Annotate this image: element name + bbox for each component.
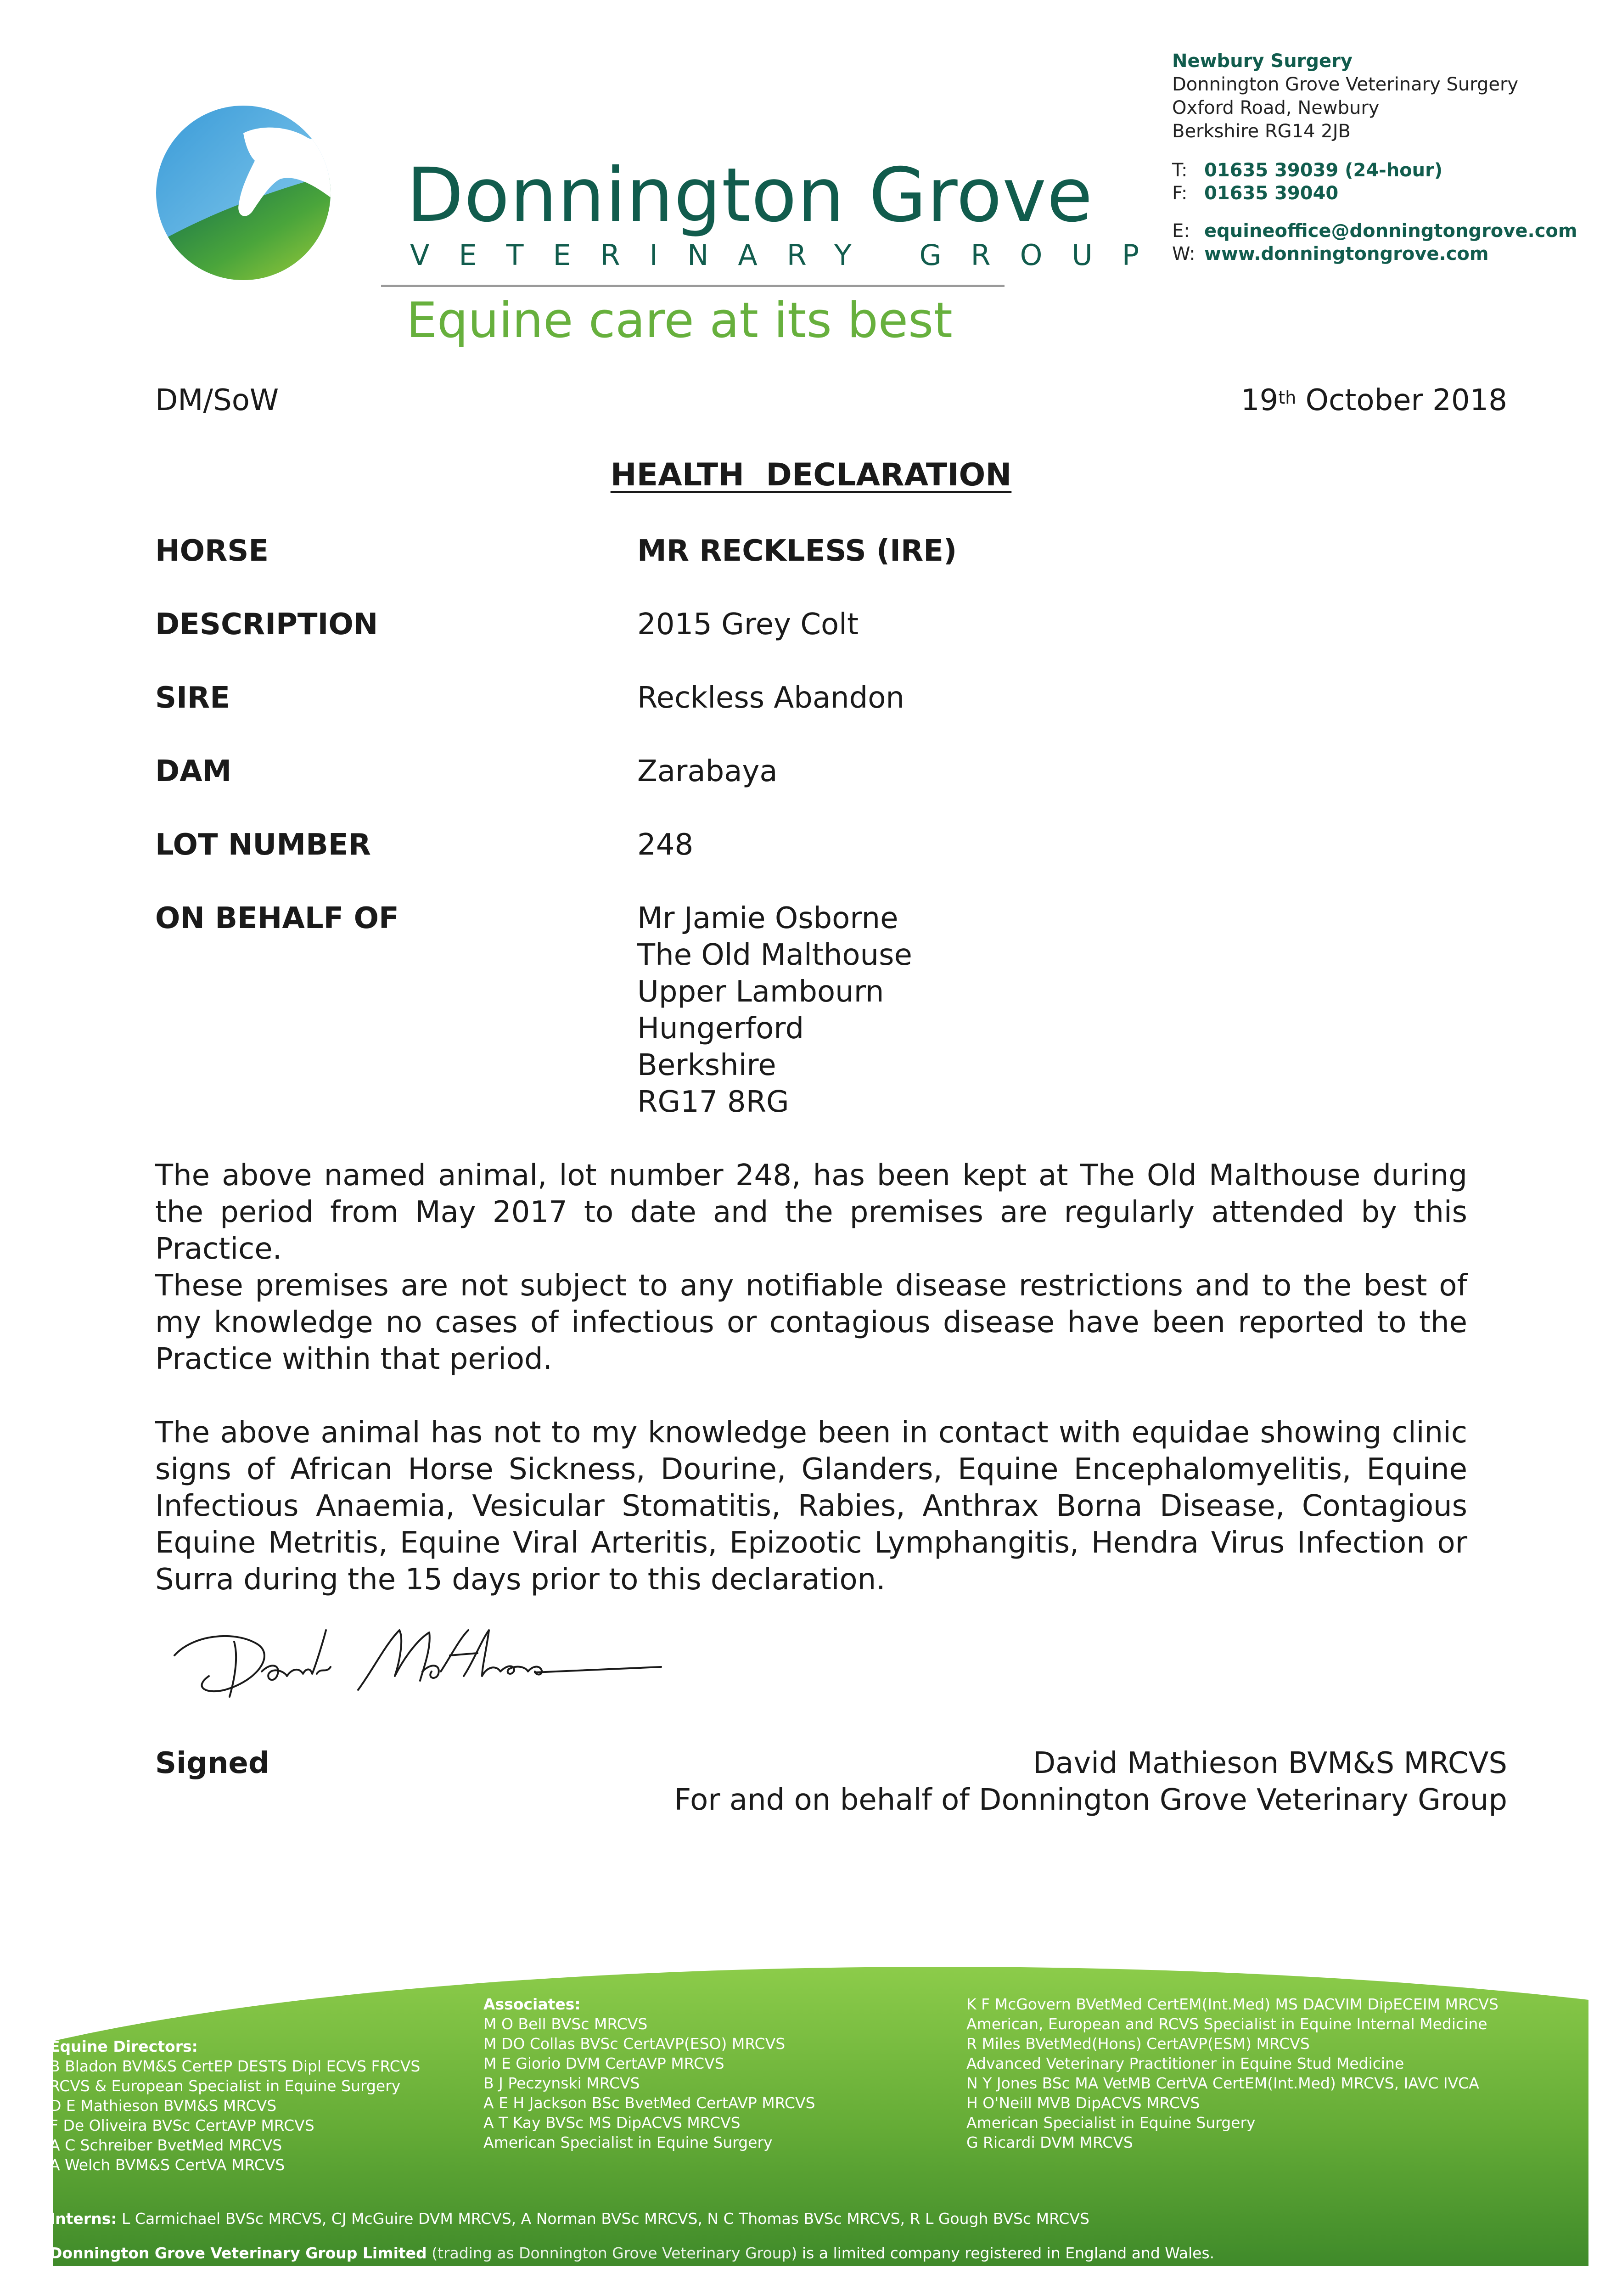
paragraph-contact: The above animal has not to my knowledge been in contact with equidae showing clinic signs of African Horse Sickness, Dourine, Glanders, Equine Encephalomyelitis, Equine Infectious Anaemia, Vesicular Stomatitis, Rabies, Anthrax Borna Disease, Contagious Equine Metritis, Equine Viral Arteritis, Epizootic Lymphangitis, Hendra Virus Infection or Surra during the 15 days prior to this declaration. [155,1416,1467,1597]
telephone-number: 01635 39039 (24-hour) [1204,160,1443,181]
description-value: 2015 Grey Colt [637,608,859,642]
signer-name: David Mathieson BVM&S MRCVS [1033,1746,1507,1780]
fax-number: 01635 39040 [1204,183,1339,204]
specialist-entry: American Specialist in Equine Surgery [966,2114,1256,2132]
document-title-text: HEALTH DECLARATION [610,457,1012,493]
web-contacts [1172,219,1577,265]
director-entry: A Welch BVM&S CertVA MRCVS [50,2156,285,2174]
brand-tagline: Equine care at its best [406,292,953,349]
date-month-year: October 2018 [1296,383,1507,417]
associate-entry: M O Bell BVSc MRCVS [483,2015,648,2033]
brand-subtitle: VETERINARY GROUP [410,238,1169,272]
surgery-address [1172,50,1518,143]
director-entry: A C Schreiber BvetMed MRCVS [50,2136,282,2154]
specialist-entry: Advanced Veterinary Practitioner in Equine Stud Medicine [966,2054,1404,2072]
specialist-entry: H O'Neill MVB DipACVS MRCVS [966,2094,1200,2112]
specialist-entry: American, European and RCVS Specialist in Equine Internal Medicine [966,2015,1487,2033]
signer-organisation: For and on behalf of Donnington Grove Veterinary Group [674,1783,1507,1817]
email-key: E: [1172,220,1190,242]
company-trading: (trading as Donnington Grove Veterinary Group) [427,2244,797,2262]
owner-address-line: Berkshire [637,1048,776,1082]
footer-green-banner [0,1949,1622,2296]
owner-address-line: Upper Lambourn [637,975,884,1009]
signer-block [674,1745,1507,1818]
sire-label: SIRE [155,681,230,715]
letter-reference: DM/SoW [155,383,279,417]
on-behalf-of-address [637,900,912,1120]
directors-heading: Equine Directors: [50,2037,198,2055]
owner-name: Mr Jamie Osborne [637,901,898,935]
paragraph-restrictions: These premises are not subject to any notifiable disease restrictions and to the best of my knowledge no cases of infectious or contagious disease have been reported to the Practice within that period. [155,1269,1467,1376]
owner-postcode: RG17 8RG [637,1085,789,1119]
associates-heading: Associates: [483,1995,581,2013]
associate-entry: M DO Collas BVSc CertAVP(ESO) MRCVS [483,2035,786,2053]
website-line [1172,242,1577,265]
email-line [1172,219,1577,242]
director-entry: B Bladon BVM&S CertEP DESTS Dipl ECVS FRCVS [50,2057,421,2075]
lot-number-label: LOT NUMBER [155,828,371,862]
website-link[interactable]: www.donningtongrove.com [1204,243,1489,264]
company-registration-text: is a limited company registered in England and Wales. [797,2244,1215,2262]
fax-line [1172,182,1442,205]
owner-address-line: Hungerford [637,1012,804,1046]
associate-entry: B J Peczynski MRCVS [483,2074,640,2092]
director-entry: F De Oliveira BVSc CertAVP MRCVS [50,2116,314,2134]
specialist-entry: G Ricardi DVM MRCVS [966,2133,1133,2151]
telephone-key: T: [1172,160,1188,181]
logo-horse-icon [156,106,331,280]
associate-entry: American Specialist in Equine Surgery [483,2133,773,2151]
surgery-name: Newbury Surgery [1172,51,1353,72]
website-key: W: [1172,243,1195,264]
horse-value: MR RECKLESS (IRE) [637,534,957,568]
paragraph-premises: The above named animal, lot number 248, has been kept at The Old Malthouse during the period from May 2017 to date and the premises are regularly attended by this Practice. [155,1159,1467,1266]
email-link[interactable]: equineoffice@donningtongrove.com [1204,220,1577,242]
date-suffix: th [1278,388,1296,408]
date-day: 19 [1240,383,1279,417]
owner-address-line: The Old Malthouse [637,938,912,972]
dam-value: Zarabaya [637,754,778,788]
associate-entry: A T Kay BVSc MS DipACVS MRCVS [483,2114,741,2132]
sire-value: Reckless Abandon [637,681,904,715]
handwritten-signature [165,1612,670,1704]
director-entry: RCVS & European Specialist in Equine Surgery [50,2077,401,2095]
associate-entry: A E H Jackson BSc BvetMed CertAVP MRCVS [483,2094,815,2112]
company-name: Donnington Grove Veterinary Group Limited [50,2244,427,2262]
signed-label: Signed [155,1746,269,1780]
telephone-line [1172,159,1442,182]
description-label: DESCRIPTION [155,608,378,642]
director-entry: D E Mathieson BVM&S MRCVS [50,2097,277,2115]
interns-heading: Interns: [50,2210,117,2228]
associate-entry: M E Giorio DVM CertAVP MRCVS [483,2054,724,2072]
letter-date [1241,382,1507,419]
specialist-entry: R Miles BVetMed(Hons) CertAVP(ESM) MRCVS [966,2035,1310,2053]
fax-key: F: [1172,183,1188,204]
on-behalf-of-label: ON BEHALF OF [155,901,399,935]
horse-label: HORSE [155,534,269,568]
brand-name: Donnington Grove [406,152,1093,239]
address-line: Donnington Grove Veterinary Surgery [1172,74,1519,95]
document-title [0,457,1622,493]
phone-contacts [1172,159,1442,205]
address-line: Berkshire RG14 2JB [1172,121,1351,142]
lot-number-value: 248 [637,828,694,862]
specialist-entry: N Y Jones BSc MA VetMB CertVA CertEM(Int.Med) MRCVS, IAVC IVCA [966,2074,1479,2092]
dam-label: DAM [155,754,232,788]
address-line: Oxford Road, Newbury [1172,97,1380,118]
brand-divider [381,285,1005,287]
specialist-entry: K F McGovern BVetMed CertEM(Int.Med) MS DACVIM DipECEIM MRCVS [966,1995,1499,2013]
interns-names: L Carmichael BVSc MRCVS, CJ McGuire DVM MRCVS, A Norman BVSc MRCVS, N C Thomas BVSc MRCVS, R L Gough BVSc MRCVS [117,2210,1089,2228]
